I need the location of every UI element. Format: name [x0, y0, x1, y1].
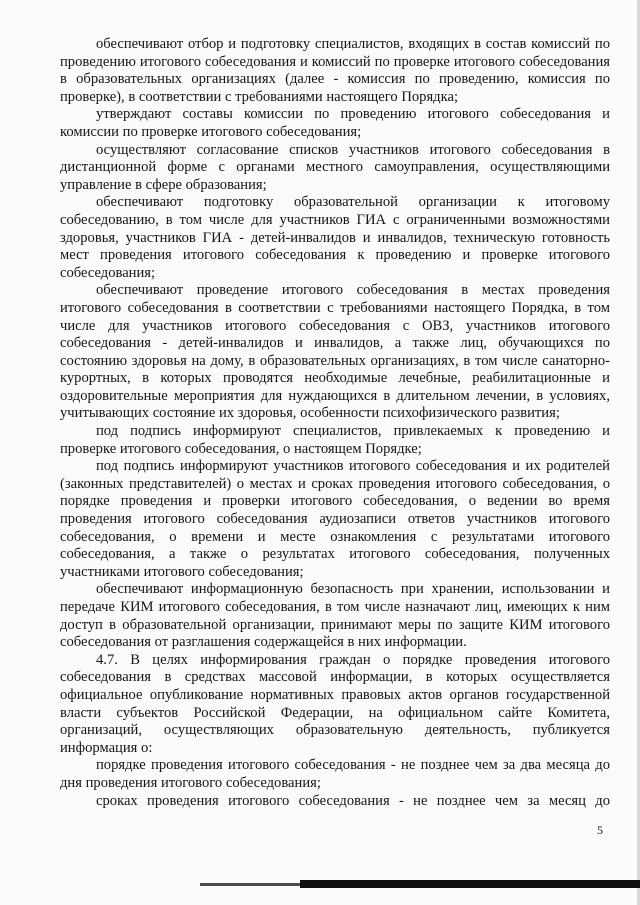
paragraph-11: сроках проведения итогового собеседования - не позднее чем за месяц до	[96, 792, 610, 809]
paragraph-6: под подпись информируют специалистов, привлекаемых к проведению и проверке итогового собеседования, о настоящем Порядке;	[60, 423, 610, 457]
paragraph-8: обеспечивают информационную безопасность при хранении, использовании и передаче КИМ итогового собеседования, в том числе назначают лиц, имеющих к ним доступ в образовательной организации, принимают меры по защите КИМ итогового собеседования от разглашения содержащейся в них информации.	[60, 581, 610, 651]
paragraph-9: 4.7. В целях информирования граждан о порядке проведения итогового собеседования в средствах массовой информации, в которых осуществляется официальное опубликование нормативных правовых актов органов государственной власти субъектов Российской Федерации, на официальном сайте Комитета, организаций, осуществляющих образовательную деятельность, публикуется информация о:	[60, 651, 610, 756]
paragraph-2: утверждают составы комиссии по проведению итогового собеседования и комиссии по проверке итогового собеседования;	[60, 106, 610, 140]
document-body	[60, 36, 610, 810]
paragraph-4: обеспечивают подготовку образовательной организации к итоговому собеседованию, в том числе для участников ГИА с ограниченными возможностями здоровья, участников ГИА - детей-инвалидов и инвалидов, техническую готовность мест проведения итогового собеседования к проведению и проверке итогового собеседования;	[60, 194, 610, 281]
paragraph-5: обеспечивают проведение итогового собеседования в местах проведения итогового собеседования в соответствии с требованиями настоящего Порядка, в том числе для участников итогового собеседования с ОВЗ, участников итогового собеседования - детей-инвалидов и инвалидов, а также лиц, обучающихся по состоянию здоровья на дому, в образовательных организациях, в том числе санаторно-курортных, в которых проводятся необходимые лечебные, реабилитационные и оздоровительные мероприятия для нуждающихся в длительном лечении, в условиях, учитывающих состояние их здоровья, особенности психофизического развития;	[60, 282, 610, 422]
scan-edge-bottom-fade	[200, 883, 310, 886]
paragraph-1: обеспечивают отбор и подготовку специалистов, входящих в состав комиссий по проведению итогового собеседования и комиссий по проверке итогового собеседования в образовательных организациях (далее - комиссия по проведению, комиссия по проверке), в соответствии с требованиями настоящего Порядка;	[60, 36, 610, 105]
paragraph-3: осуществляют согласование списков участников итогового собеседования в дистанционной форме с органами местного самоуправления, осуществляющими управление в сфере образования;	[60, 141, 610, 193]
paragraph-10: порядке проведения итогового собеседования - не позднее чем за два месяца до дня проведения итогового собеседования;	[60, 757, 610, 791]
scan-edge-bottom	[300, 880, 640, 888]
page-number: 5	[597, 823, 603, 837]
paragraph-7: под подпись информируют участников итогового собеседования и их родителей (законных представителей) о местах и сроках проведения итогового собеседования, о порядке проведения и проверки итогового собеседования, о ведении во время проведения итогового собеседования аудиозаписи ответов участников итогового собеседования, о времени и месте ознакомления с результатами итогового собеседования, а также о результатах итогового собеседования, полученных участниками итогового собеседования;	[60, 458, 610, 580]
